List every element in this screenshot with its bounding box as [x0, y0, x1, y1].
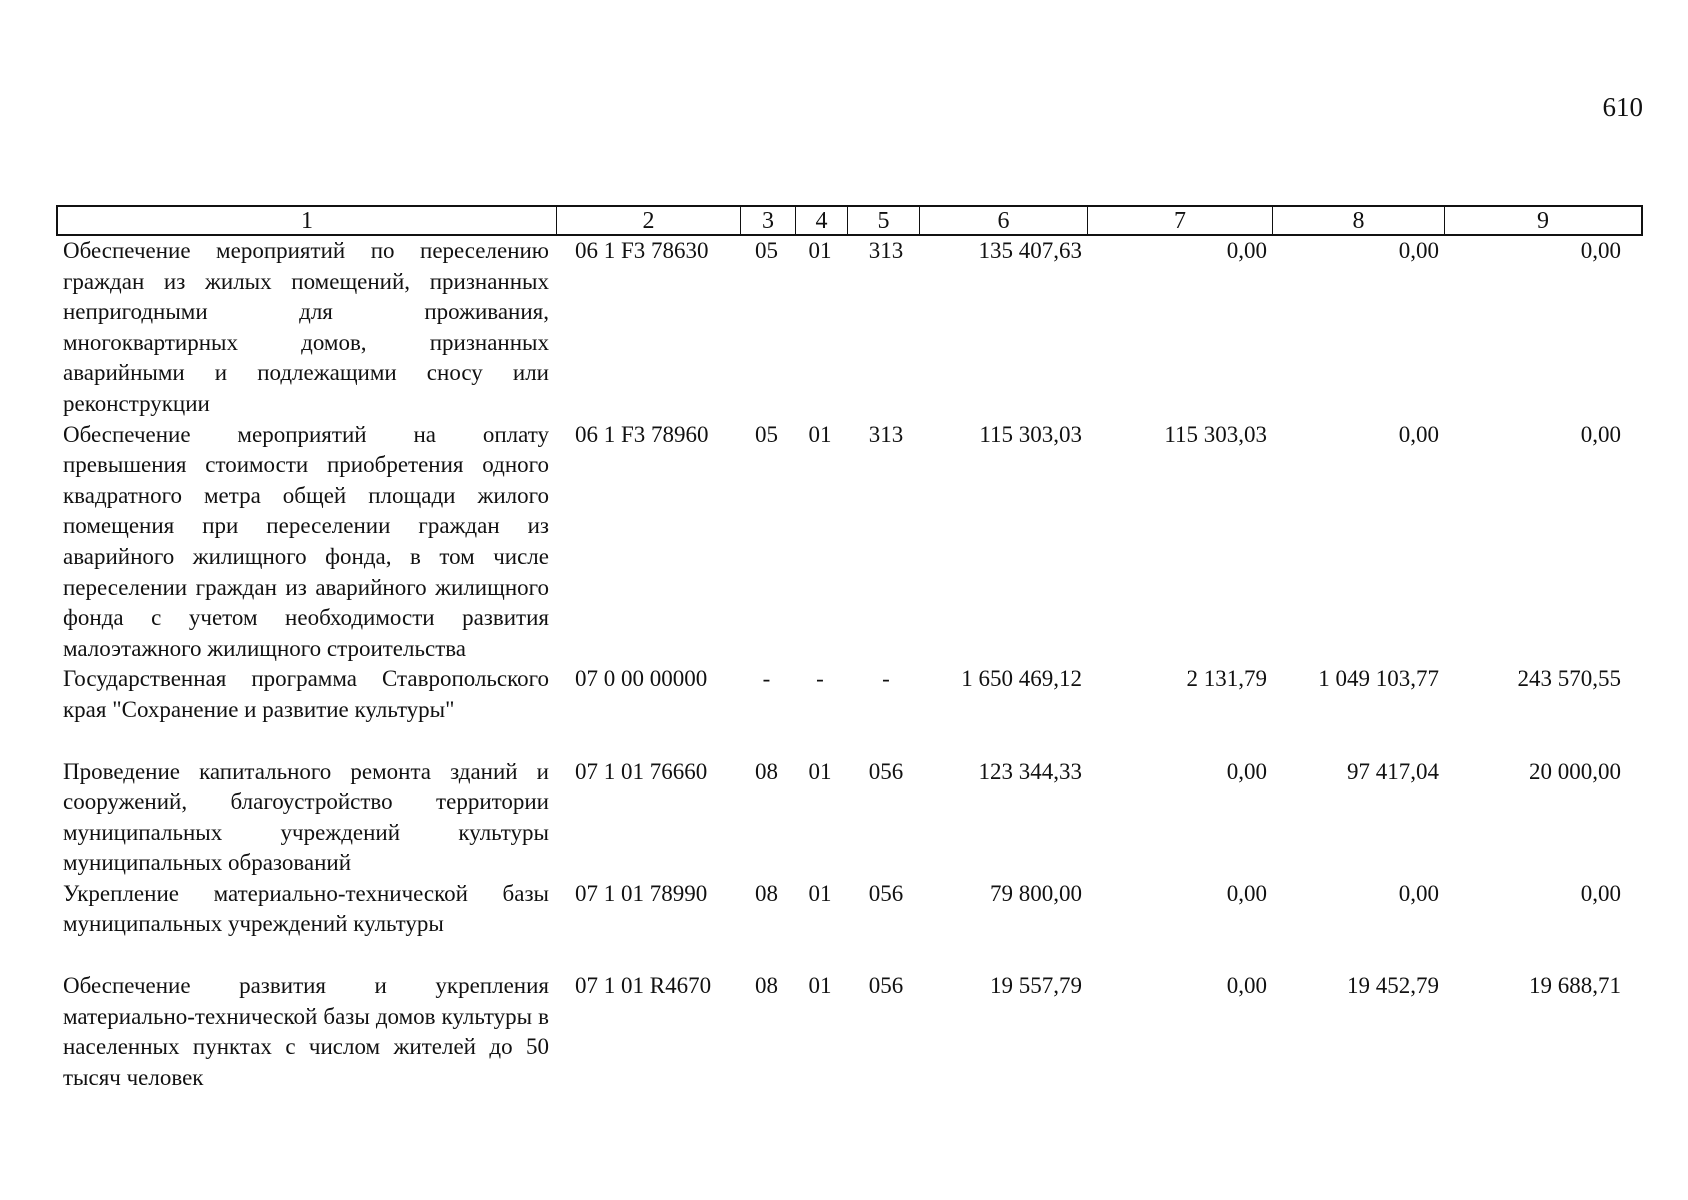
header-col-7: 7: [1088, 207, 1273, 234]
row-col-3: 08: [755, 880, 778, 906]
header-col-1: 1: [58, 207, 557, 234]
table-row: [56, 664, 1643, 725]
row-col-8: 0,00: [1398, 880, 1439, 906]
row-col-5: 313: [868, 421, 904, 447]
row-col-5: 056: [868, 973, 904, 999]
row-col-9: 243 570,55: [1517, 666, 1621, 692]
row-col-7: 2 131,79: [1186, 666, 1267, 692]
row-col-5: -: [882, 666, 890, 692]
table-body: [56, 236, 1643, 1093]
table-row: [56, 879, 1643, 940]
row-col-7: 0,00: [1226, 973, 1267, 999]
table-header: [56, 205, 1643, 236]
row-col-5: 056: [868, 880, 904, 906]
row-name: Обеспечение мероприятий по переселению граждан из жилых помещений, признанных непригодными для проживания, многоквартирных домов, признанных аварийными и подлежащими сносу или реконструкции: [63, 238, 549, 416]
row-col-8: 0,00: [1398, 421, 1439, 447]
row-col-7: 0,00: [1226, 880, 1267, 906]
header-col-9: 9: [1537, 208, 1549, 234]
row-col-8: 19 452,79: [1347, 973, 1439, 999]
header-col-2: 2: [557, 207, 741, 234]
row-col-6: 79 800,00: [990, 880, 1082, 906]
row-col-4: -: [816, 666, 824, 692]
row-col-3: 05: [755, 238, 778, 263]
row-col-5: 056: [868, 758, 904, 784]
row-col-6: 115 303,03: [979, 421, 1082, 447]
row-code: 06 1 F3 78630: [575, 238, 709, 263]
row-name: Государственная программа Ставропольского края "Сохранение и развитие культуры": [63, 666, 549, 722]
row-col-9: 0,00: [1580, 238, 1621, 263]
row-col-9: 0,00: [1580, 880, 1621, 906]
table-row: [56, 420, 1643, 665]
table-row: [56, 236, 1643, 420]
row-name: Укрепление материально-технической базы муниципальных учреждений культуры: [63, 880, 549, 937]
row-code: 07 0 00 00000: [575, 666, 708, 692]
row-col-7: 0,00: [1226, 238, 1267, 263]
row-col-3: 08: [755, 758, 778, 784]
table-row: [56, 971, 1643, 1093]
row-col-4: 01: [808, 880, 832, 906]
row-code: 07 1 01 76660: [575, 758, 708, 784]
row-col-8: 97 417,04: [1347, 758, 1439, 784]
table-row: [56, 757, 1643, 879]
row-col-8: 1 049 103,77: [1318, 666, 1439, 692]
row-code: 07 1 01 R4670: [575, 973, 712, 999]
row-col-4: 01: [808, 238, 832, 263]
header-col-4: 4: [796, 207, 848, 234]
page-number: 610: [1602, 92, 1643, 122]
row-col-9: 19 688,71: [1529, 973, 1621, 999]
row-col-7: 0,00: [1226, 758, 1267, 784]
row-col-6: 123 344,33: [978, 758, 1082, 784]
row-name: Обеспечение мероприятий на оплату превышения стоимости приобретения одного квадратного метра общей площади жилого помещения при переселении граждан из аварийного жилищного фонда, в том числе переселении граждан из аварийного жилищного фонда с учетом необходимости развития малоэтажного жилищного строительства: [63, 421, 549, 661]
row-col-3: 08: [755, 973, 778, 999]
row-col-3: 05: [755, 421, 778, 447]
row-col-9: 0,00: [1580, 421, 1621, 447]
row-col-8: 0,00: [1398, 238, 1439, 263]
header-col-8: 8: [1273, 207, 1445, 234]
row-col-4: 01: [808, 421, 832, 447]
row-col-7: 115 303,03: [1164, 421, 1267, 447]
row-col-3: -: [762, 666, 771, 692]
row-col-4: 01: [808, 758, 832, 784]
header-col-5: 5: [848, 207, 920, 234]
row-name: Проведение капитального ремонта зданий и сооружений, благоустройство территории муниципальных учреждений культуры муниципальных образований: [63, 758, 549, 876]
header-col-6: 6: [920, 207, 1088, 234]
row-code: 06 1 F3 78960: [575, 421, 709, 447]
row-name: Обеспечение развития и укрепления материально-технической базы домов культуры в населенных пунктах с числом жителей до 50 тысяч человек: [63, 973, 549, 1090]
row-code: 07 1 01 78990: [575, 880, 708, 906]
row-col-6: 135 407,63: [978, 238, 1082, 263]
row-col-6: 1 650 469,12: [961, 666, 1082, 692]
row-col-9: 20 000,00: [1529, 758, 1621, 784]
row-col-6: 19 557,79: [990, 973, 1082, 999]
row-col-4: 01: [808, 973, 832, 999]
row-col-5: 313: [868, 238, 904, 263]
header-col-3: 3: [741, 207, 796, 234]
